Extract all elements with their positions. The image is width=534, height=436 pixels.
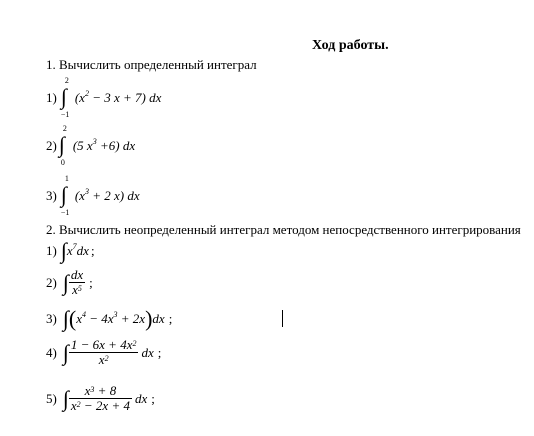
- page-title: Ход работы.: [312, 38, 389, 53]
- integral-symbol: ∫: [60, 238, 67, 263]
- indefinite-integral-2: [46, 268, 93, 297]
- denominator: $x^2 - 2x + 4$: [70, 398, 130, 413]
- semicolon: ;: [157, 344, 162, 360]
- semicolon: ;: [89, 274, 93, 290]
- integrand: $x^4 - 4x^3 + 2x$: [76, 310, 146, 326]
- item-number: 4): [46, 344, 57, 360]
- numerator: $x^3 + 8$: [84, 383, 117, 398]
- integrand: $x^7dx$: [66, 242, 89, 258]
- integral-symbol: ∫: [60, 84, 67, 109]
- integral-symbol: ∫: [62, 269, 69, 295]
- indefinite-integral-5: [46, 384, 155, 413]
- integral-symbol: ∫: [62, 385, 69, 411]
- item-number: 3): [46, 311, 57, 326]
- semicolon: ;: [151, 390, 155, 406]
- lower-limit: −1: [60, 208, 70, 217]
- integral-symbol: ∫: [62, 339, 69, 365]
- item-number: 1): [46, 243, 57, 258]
- open-paren: (: [68, 306, 77, 331]
- close-paren: ): [145, 306, 153, 331]
- item-number: 5): [46, 390, 57, 406]
- integral-sign: [61, 174, 75, 218]
- lower-limit: −1: [60, 110, 70, 119]
- numerator: dx: [70, 267, 84, 282]
- section2-heading: 2. Вычислить неопределенный интеграл методом непосредственного интегрирования: [46, 222, 521, 237]
- fraction: [69, 338, 139, 367]
- integrand: (5 $x^3 +6$) dx: [72, 137, 136, 153]
- integrand: ($x^2 - 3$ x + 7) dx: [74, 89, 162, 105]
- upper-limit: 1: [64, 174, 69, 183]
- integral-symbol: ∫: [60, 182, 67, 207]
- integral-sign: [61, 76, 75, 120]
- definite-integral-3: [46, 174, 140, 218]
- indefinite-integral-4: [46, 338, 161, 367]
- differential: dx: [141, 344, 154, 360]
- indefinite-integral-1: [46, 240, 95, 262]
- semicolon: ;: [90, 243, 95, 258]
- numerator: $1 - 6x + 4x^2$: [70, 337, 137, 352]
- item-number: 2): [46, 138, 57, 153]
- item-number: 2): [46, 274, 57, 290]
- section1-heading: 1. Вычислить определенный интеграл: [46, 57, 257, 72]
- definite-integral-2: [46, 124, 135, 168]
- denominator: $x^2$: [69, 352, 139, 367]
- upper-limit: 2: [64, 76, 69, 85]
- denominator: $x^5$: [69, 282, 85, 297]
- integrand: ($x^3 + 2$ x) dx: [74, 187, 140, 203]
- semicolon: ;: [168, 311, 173, 326]
- differential: dx: [152, 311, 165, 326]
- differential: dx: [134, 390, 148, 406]
- lower-limit: 0: [60, 158, 65, 167]
- fraction: [69, 268, 85, 297]
- definite-integral-1: [46, 76, 161, 120]
- item-number: 1): [46, 90, 57, 105]
- indefinite-integral-3: [46, 308, 172, 330]
- fraction: [69, 384, 132, 413]
- integral-symbol: ∫: [58, 132, 65, 157]
- integral-symbol: ∫: [62, 306, 69, 331]
- integral-sign: [59, 124, 73, 168]
- item-number: 3): [46, 188, 57, 203]
- upper-limit: 2: [62, 124, 67, 133]
- text-cursor: [282, 310, 283, 327]
